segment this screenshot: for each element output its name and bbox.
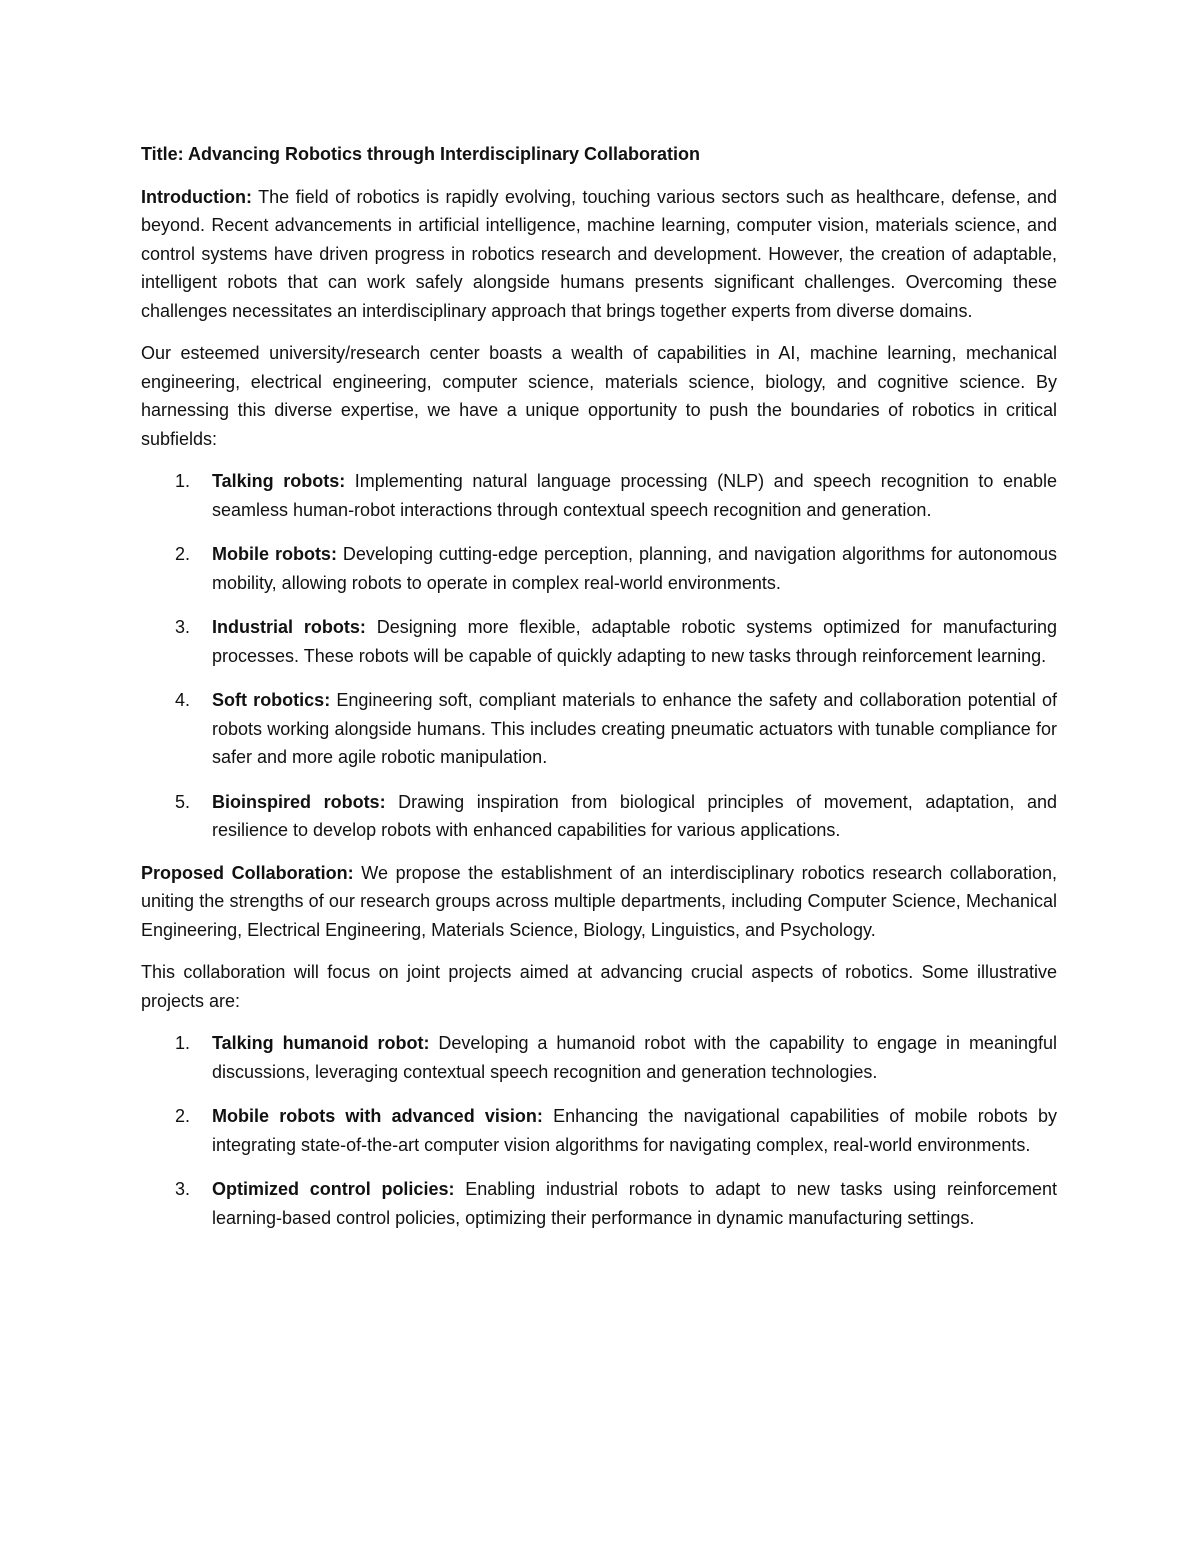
intro-label: Introduction:: [141, 186, 252, 207]
list-number: 5.: [175, 791, 191, 812]
list-item-label: Bioinspired robots:: [212, 791, 386, 812]
list-number: 3.: [175, 1179, 191, 1199]
list-item-text: Developing a humanoid robot with the capability to engage in meaningful discussions, leveraging contextual speech recognition and generation technologies.: [212, 1033, 1057, 1082]
proposed-text: We propose the establishment of an interdisciplinary robotics research collaboration, uniting the strengths of our research groups across multiple departments, including Computer Science, Mechanical Engineering, Electrical Engineering, Materials Science, Biology, Linguistics, and Psychology.: [141, 862, 1057, 940]
list-item: [141, 540, 1057, 597]
intro-text: The field of robotics is rapidly evolving, touching various sectors such as healthcare, defense, and beyond. Recent advancements in artificial intelligence, machine learning, computer vision, materials science, and control systems have driven progress in robotics research and development. However, the creation of adaptable, intelligent robots that can work safely alongside humans presents significant challenges. Overcoming these challenges necessitates an interdisciplinary approach that brings together experts from diverse domains.: [141, 186, 1057, 321]
list-item: [141, 686, 1057, 772]
proposed-collaboration-paragraph: [141, 859, 1057, 945]
list-item: [141, 613, 1057, 670]
list-number: 3.: [175, 617, 191, 637]
list-item: [141, 1175, 1057, 1232]
list-number: 4.: [175, 690, 191, 710]
list-item-text: Enhancing the navigational capabilities of mobile robots by integrating state-of-the-art computer vision algorithms for navigating complex, real-world environments.: [212, 1106, 1057, 1155]
list-item-label: Talking humanoid robot:: [212, 1033, 430, 1053]
list-item-label: Mobile robots with advanced vision:: [212, 1106, 543, 1126]
list-item-label: Optimized control policies:: [212, 1179, 455, 1199]
list-item-text: Implementing natural language processing (NLP) and speech recognition to enable seamless human-robot interactions through contextual speech recognition and generation.: [212, 471, 1057, 520]
list-item-text: Engineering soft, compliant materials to enhance the safety and collaboration potential of robots working alongside humans. This includes creating pneumatic actuators with tunable compliance for safer and more agile robotic manipulation.: [212, 690, 1057, 767]
list-item: [141, 1102, 1057, 1159]
projects-list: [141, 1029, 1057, 1232]
projects-intro-paragraph: This collaboration will focus on joint projects aimed at advancing crucial aspects of robotics. Some illustrative projects are:: [141, 962, 1057, 1011]
list-item-text: Designing more flexible, adaptable robotic systems optimized for manufacturing processes. These robots will be capable of quickly adapting to new tasks through reinforcement learning.: [212, 617, 1057, 666]
intro-paragraph: [141, 183, 1057, 326]
list-item: [141, 1029, 1057, 1086]
document-title: Title: Advancing Robotics through Interdisciplinary Collaboration: [141, 144, 701, 164]
list-number: 1.: [175, 471, 191, 491]
document-page: [141, 140, 1057, 1248]
list-item-text: Enabling industrial robots to adapt to new tasks using reinforcement learning-based control policies, optimizing their performance in dynamic manufacturing settings.: [212, 1179, 1057, 1228]
capabilities-paragraph: Our esteemed university/research center boasts a wealth of capabilities in AI, machine learning, mechanical engineering, electrical engineering, computer science, materials science, biology, and cognitive science. By harnessing this diverse expertise, we have a unique opportunity to push the boundaries of robotics in critical subfields:: [141, 343, 1057, 449]
list-number: 1.: [175, 1033, 191, 1053]
list-item-text: Drawing inspiration from biological principles of movement, adaptation, and resilience to develop robots with enhanced capabilities for various applications.: [212, 791, 1057, 840]
list-item-text: Developing cutting-edge perception, planning, and navigation algorithms for autonomous mobility, allowing robots to operate in complex real-world environments.: [212, 544, 1057, 593]
list-number: 2.: [175, 544, 191, 564]
list-item: [141, 788, 1057, 845]
subfields-list: [141, 467, 1057, 845]
list-item-label: Industrial robots:: [212, 617, 366, 637]
list-item-label: Talking robots:: [212, 471, 346, 491]
list-item: [141, 467, 1057, 524]
list-item-label: Mobile robots:: [212, 544, 337, 564]
list-item-label: Soft robotics:: [212, 690, 331, 710]
proposed-label: Proposed Collaboration:: [141, 862, 354, 883]
list-number: 2.: [175, 1106, 191, 1126]
